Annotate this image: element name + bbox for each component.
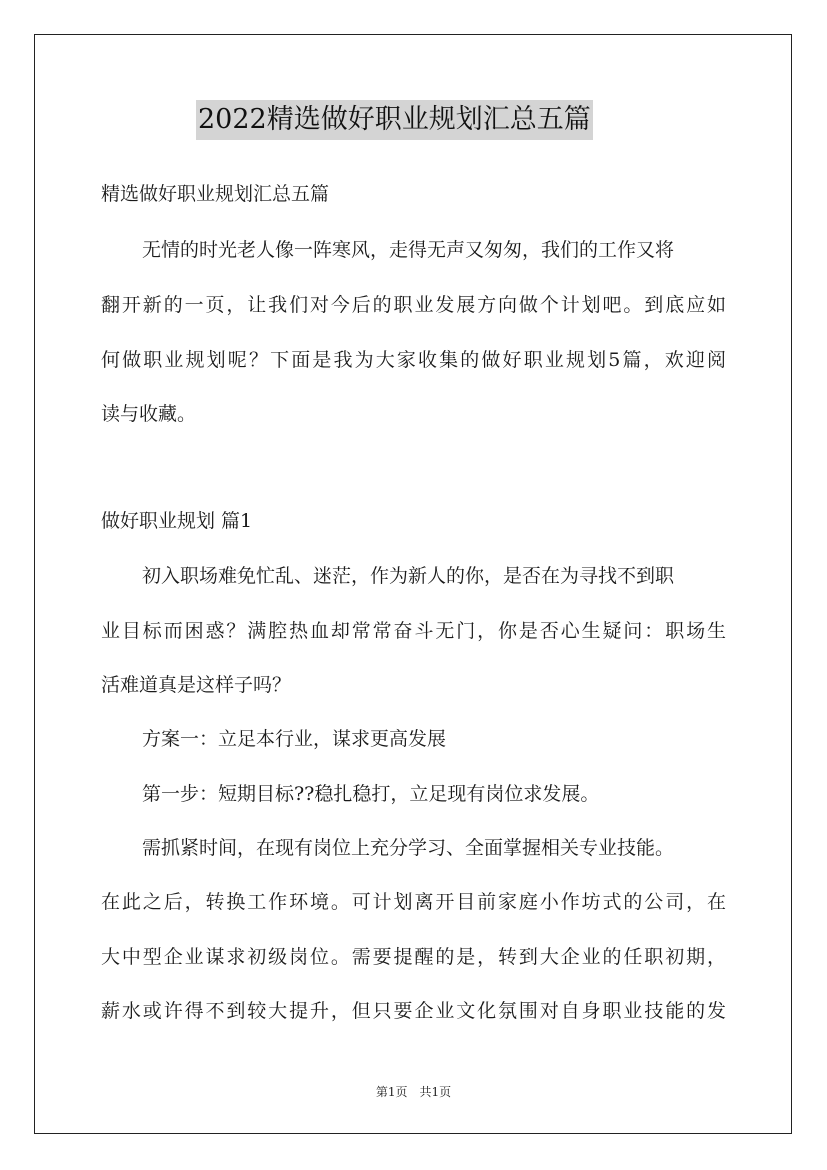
plan-line: 方案一：立足本行业，谋求更高发展 <box>142 728 447 750</box>
para1-line-1: 初入职场难免忙乱、迷茫，作为新人的你，是否在为寻找不到职 <box>142 565 675 587</box>
step-line: 第一步：短期目标??稳扎稳打，立足现有岗位求发展。 <box>142 783 600 805</box>
para1-line-2: 业目标而困惑？满腔热血却常常奋斗无门，你是否心生疑问：职场生 <box>101 620 726 642</box>
para2-line-1: 需抓紧时间，在现有岗位上充分学习、全面掌握相关专业技能。 <box>142 837 675 859</box>
document-subtitle: 精选做好职业规划汇总五篇 <box>101 183 330 205</box>
para2-line-2: 在此之后，转换工作环境。可计划离开目前家庭小作坊式的公司，在 <box>101 891 726 913</box>
document-title: 2022精选做好职业规划汇总五篇 <box>196 100 593 140</box>
para2-line-3: 大中型企业谋求初级岗位。需要提醒的是，转到大企业的任职初期， <box>101 946 726 968</box>
intro-line-2: 翻开新的一页，让我们对今后的职业发展方向做个计划吧。到底应如 <box>101 294 726 316</box>
para1-line-3: 活难道真是这样子吗？ <box>101 674 292 696</box>
page-footer: 第1页 共1页 <box>375 1085 452 1099</box>
intro-line-3: 何做职业规划呢？下面是我为大家收集的做好职业规划5篇，欢迎阅 <box>101 349 726 371</box>
intro-line-4: 读与收藏。 <box>101 403 197 425</box>
intro-line-1: 无情的时光老人像一阵寒风，走得无声又匆匆，我们的工作又将 <box>142 239 675 261</box>
section-heading: 做好职业规划 篇1 <box>101 510 253 532</box>
para2-line-4: 薪水或许得不到较大提升，但只要企业文化氛围对自身职业技能的发 <box>101 1000 726 1022</box>
